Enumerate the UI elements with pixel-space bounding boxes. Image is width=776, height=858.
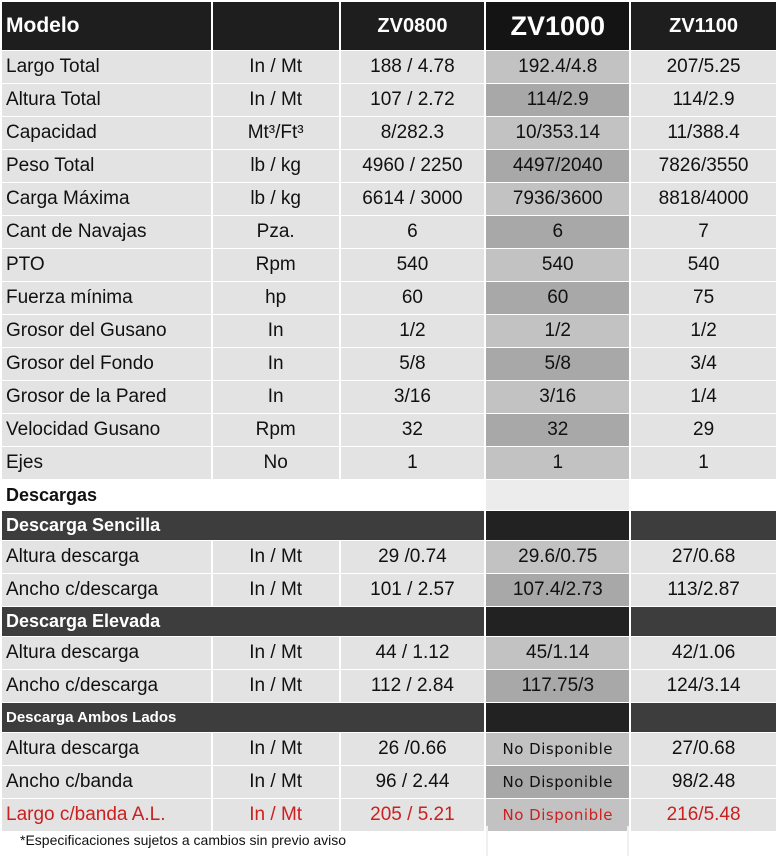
spec-unit: Pza. xyxy=(212,216,340,249)
spec-value: 6 xyxy=(340,216,486,249)
footer-divider xyxy=(627,826,629,856)
spec-unit: In / Mt xyxy=(212,84,340,117)
spec-value: 5/8 xyxy=(340,348,486,381)
empty-cell xyxy=(485,480,630,511)
spec-label: Altura descarga xyxy=(2,637,212,670)
spec-value: No Disponible xyxy=(485,733,630,766)
spec-label: Grosor del Gusano xyxy=(2,315,212,348)
spec-unit: In xyxy=(212,315,340,348)
spec-value: 107 / 2.72 xyxy=(340,84,486,117)
spec-value: 7936/3600 xyxy=(485,183,630,216)
discharge-row xyxy=(2,541,776,574)
spec-value: 11/388.4 xyxy=(630,117,776,150)
footer-divider xyxy=(486,826,488,856)
spec-value: 1/4 xyxy=(630,381,776,414)
spec-value: 4497/2040 xyxy=(485,150,630,183)
spec-value: 540 xyxy=(630,249,776,282)
spec-row xyxy=(2,282,776,315)
spec-value: 26 /0.66 xyxy=(340,733,486,766)
spec-value: 107.4/2.73 xyxy=(485,574,630,607)
spec-label: Fuerza mínima xyxy=(2,282,212,315)
spec-value: 112 / 2.84 xyxy=(340,670,486,703)
spec-value: 6614 / 3000 xyxy=(340,183,486,216)
spec-value: No Disponible xyxy=(485,766,630,799)
spec-value: 60 xyxy=(340,282,486,315)
spec-unit: In / Mt xyxy=(212,637,340,670)
spec-value: 42/1.06 xyxy=(630,637,776,670)
spec-value: 101 / 2.57 xyxy=(340,574,486,607)
spec-label: Grosor del Fondo xyxy=(2,348,212,381)
spec-label: Ancho c/descarga xyxy=(2,574,212,607)
spec-value: 540 xyxy=(485,249,630,282)
spec-label: Grosor de la Pared xyxy=(2,381,212,414)
spec-value: 75 xyxy=(630,282,776,315)
spec-value: 3/4 xyxy=(630,348,776,381)
spec-label: Velocidad Gusano xyxy=(2,414,212,447)
unit-header-cell xyxy=(212,2,340,51)
header-row xyxy=(2,2,776,51)
discharges-title-row xyxy=(2,480,776,511)
spec-value: 27/0.68 xyxy=(630,733,776,766)
spec-value: 1/2 xyxy=(340,315,486,348)
empty-cell xyxy=(340,480,486,511)
spec-value: 7826/3550 xyxy=(630,150,776,183)
model-header-zv0800: ZV0800 xyxy=(340,2,486,51)
model-header-label: Modelo xyxy=(2,2,212,51)
spec-value: 188 / 4.78 xyxy=(340,51,486,84)
spec-label: Ancho c/descarga xyxy=(2,670,212,703)
spec-value: 7 xyxy=(630,216,776,249)
spec-value: 5/8 xyxy=(485,348,630,381)
spec-value: 124/3.14 xyxy=(630,670,776,703)
section-header-row xyxy=(2,511,776,541)
spec-value: 8818/4000 xyxy=(630,183,776,216)
spec-label: PTO xyxy=(2,249,212,282)
spec-value: 98/2.48 xyxy=(630,766,776,799)
section-header-row xyxy=(2,607,776,637)
section-title: Descarga Elevada xyxy=(2,607,485,637)
spec-value: 44 / 1.12 xyxy=(340,637,486,670)
spec-value: 96 / 2.44 xyxy=(340,766,486,799)
spec-unit: In / Mt xyxy=(212,670,340,703)
spec-value: 192.4/4.8 xyxy=(485,51,630,84)
spec-label: Peso Total xyxy=(2,150,212,183)
spec-value: 8/282.3 xyxy=(340,117,486,150)
spec-value: 4960 / 2250 xyxy=(340,150,486,183)
spec-value: 27/0.68 xyxy=(630,541,776,574)
spec-label: Ancho c/banda xyxy=(2,766,212,799)
spec-value: 205 / 5.21 xyxy=(340,799,486,832)
discharge-row xyxy=(2,574,776,607)
spec-unit: hp xyxy=(212,282,340,315)
spec-row xyxy=(2,183,776,216)
spec-unit: lb / kg xyxy=(212,150,340,183)
spec-unit: lb / kg xyxy=(212,183,340,216)
spec-label: Capacidad xyxy=(2,117,212,150)
spec-unit: Rpm xyxy=(212,249,340,282)
spec-label: Cant de Navajas xyxy=(2,216,212,249)
empty-cell xyxy=(630,703,776,733)
spec-unit: Mt³/Ft³ xyxy=(212,117,340,150)
spec-unit: In / Mt xyxy=(212,51,340,84)
spec-value: 32 xyxy=(340,414,486,447)
section-title: Descarga Ambos Lados xyxy=(2,703,485,733)
spec-value: 1 xyxy=(630,447,776,480)
spec-unit: No xyxy=(212,447,340,480)
spec-value: 114/2.9 xyxy=(630,84,776,117)
spec-value: 3/16 xyxy=(485,381,630,414)
empty-cell xyxy=(212,480,340,511)
spec-row xyxy=(2,117,776,150)
empty-cell xyxy=(630,607,776,637)
spec-unit: In xyxy=(212,381,340,414)
spec-value: 1/2 xyxy=(485,315,630,348)
spec-value: 1/2 xyxy=(630,315,776,348)
empty-cell xyxy=(485,607,630,637)
empty-cell xyxy=(630,480,776,511)
spec-unit: In / Mt xyxy=(212,541,340,574)
spec-unit: In / Mt xyxy=(212,766,340,799)
spec-value: 45/1.14 xyxy=(485,637,630,670)
spec-value: 3/16 xyxy=(340,381,486,414)
spec-row xyxy=(2,84,776,117)
spec-unit: Rpm xyxy=(212,414,340,447)
discharge-row xyxy=(2,637,776,670)
spec-label: Altura Total xyxy=(2,84,212,117)
spec-unit: In / Mt xyxy=(212,799,340,832)
spec-label: Altura descarga xyxy=(2,541,212,574)
spec-label: Ejes xyxy=(2,447,212,480)
spec-value: 29 xyxy=(630,414,776,447)
spec-value: 1 xyxy=(340,447,486,480)
spec-value: 216/5.48 xyxy=(630,799,776,832)
spec-row xyxy=(2,381,776,414)
spec-value: 117.75/3 xyxy=(485,670,630,703)
spec-label: Altura descarga xyxy=(2,733,212,766)
spec-label: Largo c/banda A.L. xyxy=(2,799,212,832)
spec-row xyxy=(2,51,776,84)
discharges-title: Descargas xyxy=(2,480,212,511)
spec-value: 1 xyxy=(485,447,630,480)
spec-row xyxy=(2,447,776,480)
spec-unit: In xyxy=(212,348,340,381)
spec-row xyxy=(2,348,776,381)
discharge-row xyxy=(2,766,776,799)
spec-value: 113/2.87 xyxy=(630,574,776,607)
empty-cell xyxy=(630,511,776,541)
spec-label: Carga Máxima xyxy=(2,183,212,216)
spec-value: No Disponible xyxy=(485,799,630,832)
spec-value: 32 xyxy=(485,414,630,447)
discharge-row xyxy=(2,670,776,703)
discharge-row xyxy=(2,799,776,832)
model-header-zv1000: ZV1000 xyxy=(485,2,630,51)
spec-label: Largo Total xyxy=(2,51,212,84)
empty-cell xyxy=(485,511,630,541)
spec-value: 29.6/0.75 xyxy=(485,541,630,574)
spec-value: 6 xyxy=(485,216,630,249)
spec-row xyxy=(2,216,776,249)
spec-table xyxy=(2,2,776,832)
spec-row xyxy=(2,414,776,447)
model-header-zv1100: ZV1100 xyxy=(630,2,776,51)
spec-value: 207/5.25 xyxy=(630,51,776,84)
section-header-row xyxy=(2,703,776,733)
spec-value: 60 xyxy=(485,282,630,315)
spec-unit: In / Mt xyxy=(212,574,340,607)
spec-row xyxy=(2,249,776,282)
spec-value: 29 /0.74 xyxy=(340,541,486,574)
spec-value: 114/2.9 xyxy=(485,84,630,117)
discharge-row xyxy=(2,733,776,766)
section-title: Descarga Sencilla xyxy=(2,511,485,541)
spec-row xyxy=(2,315,776,348)
spec-unit: In / Mt xyxy=(212,733,340,766)
footnote: *Especificaciones sujetos a cambios sin previo aviso xyxy=(20,832,347,848)
spec-row xyxy=(2,150,776,183)
spec-value: 10/353.14 xyxy=(485,117,630,150)
empty-cell xyxy=(485,703,630,733)
spec-value: 540 xyxy=(340,249,486,282)
